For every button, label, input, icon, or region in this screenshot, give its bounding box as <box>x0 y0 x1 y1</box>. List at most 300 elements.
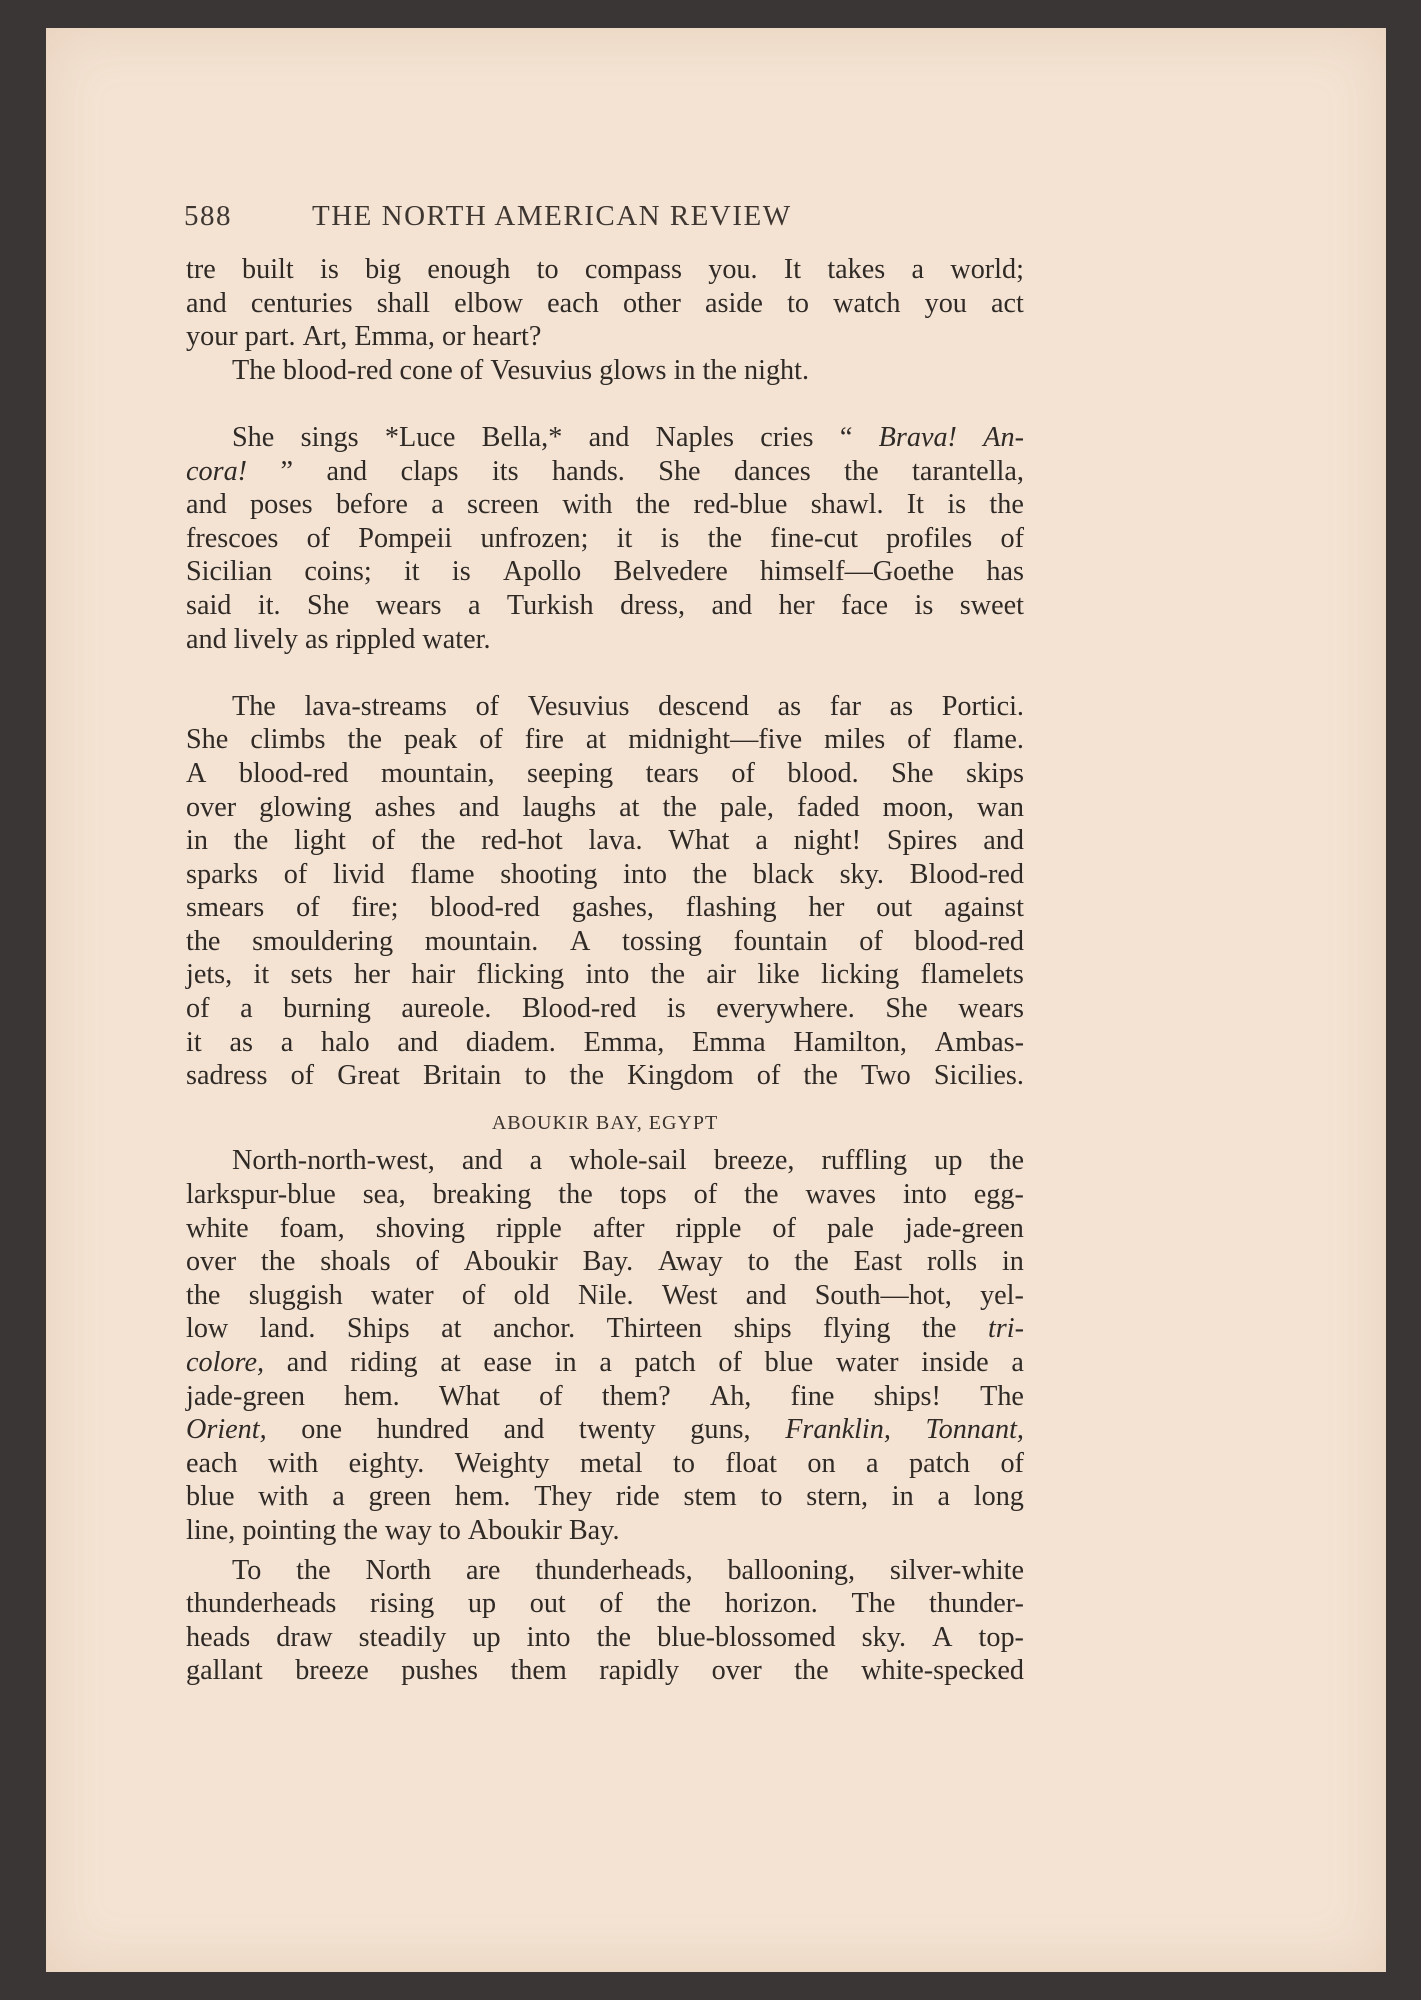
word: She <box>232 421 275 453</box>
word: It <box>906 489 925 521</box>
word: West <box>661 1279 718 1311</box>
running-head-title: THE NORTH AMERICAN REVIEW <box>312 200 792 232</box>
word: before <box>335 489 408 521</box>
word: She <box>658 455 701 487</box>
word: a <box>280 1026 294 1058</box>
word: and <box>286 1347 328 1378</box>
word: The <box>851 1588 896 1620</box>
word: at <box>440 1347 461 1378</box>
word: anchor. <box>492 1313 576 1345</box>
word: Bay. <box>568 1514 620 1546</box>
word: of <box>772 1212 796 1244</box>
word: red-blue <box>693 489 788 521</box>
word: flying <box>823 1313 891 1345</box>
word: of <box>731 757 755 789</box>
word: the <box>844 455 879 487</box>
word: Ships <box>346 1313 410 1345</box>
word: mountain, <box>380 757 495 789</box>
word: the <box>989 489 1024 521</box>
word: the <box>692 858 728 890</box>
word: and <box>711 589 753 621</box>
word: Away <box>658 1246 723 1278</box>
word: is <box>947 489 967 521</box>
word: She <box>186 724 229 756</box>
word: a <box>332 1481 345 1513</box>
word: tri- <box>987 1313 1024 1345</box>
word: the <box>744 1179 779 1211</box>
word: She <box>307 589 350 621</box>
word: of <box>475 690 500 722</box>
word: shoving <box>375 1212 465 1244</box>
word: of <box>1000 522 1024 554</box>
text-line <box>186 1480 1024 1514</box>
text-line <box>186 858 1024 892</box>
word: diadem. <box>465 1026 556 1058</box>
word: fine-cut <box>770 522 858 554</box>
word: of <box>718 1347 742 1378</box>
word: to <box>760 1481 783 1513</box>
word: shall <box>376 287 430 319</box>
word: Art, <box>302 321 348 353</box>
word: poses <box>250 489 313 521</box>
word: a <box>755 825 768 857</box>
word: licking <box>820 959 900 991</box>
word: into <box>623 858 667 890</box>
word: Great <box>337 1060 400 1092</box>
word: a <box>937 1481 951 1513</box>
word: sparks <box>186 858 259 890</box>
word: with <box>562 489 613 521</box>
word: in <box>891 1481 914 1513</box>
word: Emma <box>692 1026 766 1058</box>
word: wears <box>958 993 1024 1025</box>
word: rapidly <box>599 1655 680 1687</box>
word: himself—Goethe <box>760 556 955 588</box>
word: flamelets <box>920 959 1024 991</box>
word: each <box>186 1447 238 1479</box>
word: fountain <box>733 925 828 957</box>
word: A <box>186 757 207 789</box>
word: them? <box>601 1380 671 1412</box>
word: hem. <box>344 1380 400 1412</box>
word: laughs <box>522 791 597 823</box>
word: a <box>1011 1347 1024 1378</box>
word: Brava! <box>878 421 957 453</box>
word: the <box>989 1145 1024 1177</box>
word: and <box>397 1026 439 1058</box>
word: Franklin, <box>785 1414 891 1446</box>
word: dances <box>734 455 811 487</box>
word: up <box>472 1621 501 1653</box>
word: skips <box>965 757 1024 789</box>
word: the <box>260 1246 296 1278</box>
word: Pompeii <box>358 522 453 554</box>
word: blue <box>186 1481 235 1513</box>
word: blood. <box>787 757 859 789</box>
word: Weighty <box>454 1447 550 1479</box>
word: to <box>524 1060 547 1092</box>
text-line <box>186 1059 1024 1093</box>
word: patch <box>908 1447 971 1479</box>
word: of <box>599 1588 623 1620</box>
text-line <box>186 253 1024 287</box>
word: claps <box>400 455 459 487</box>
word: part. <box>244 321 296 353</box>
word: a <box>529 1145 543 1177</box>
word: North <box>365 1554 432 1586</box>
word: wears <box>375 589 442 621</box>
word: the <box>707 522 743 554</box>
word: ride <box>615 1481 660 1513</box>
word: of <box>371 825 396 857</box>
word: sadress <box>186 1060 268 1092</box>
word: pale <box>826 1212 874 1244</box>
word: of <box>459 354 484 386</box>
word: jade-green <box>186 1380 305 1412</box>
word: Bay. <box>582 1246 634 1278</box>
word: Aboukir <box>463 1246 558 1278</box>
word: blood-red <box>238 757 349 789</box>
word: of <box>756 1060 781 1092</box>
word: like <box>757 959 800 991</box>
word: of <box>461 1279 486 1311</box>
word: South—hot, <box>814 1279 952 1311</box>
word: ashes <box>374 791 436 823</box>
word: climbs <box>250 724 326 756</box>
word: Kingdom <box>627 1060 734 1092</box>
word: hem. <box>454 1481 511 1513</box>
word: over <box>711 1655 762 1687</box>
word: frescoes <box>186 522 279 554</box>
word: metal <box>579 1447 643 1479</box>
word: a <box>599 1347 612 1378</box>
word: pale, <box>719 791 774 823</box>
word: and <box>983 825 1024 857</box>
word: flashing <box>685 892 777 924</box>
word: smouldering <box>252 925 394 957</box>
word: your <box>186 321 238 353</box>
word: way <box>384 1514 432 1546</box>
text-line <box>186 287 1024 321</box>
word: line, <box>186 1514 236 1546</box>
word: hundred <box>376 1414 469 1446</box>
word: the <box>296 1554 331 1586</box>
word: What <box>438 1380 500 1412</box>
word: of <box>186 993 210 1025</box>
text-line <box>186 891 1024 925</box>
word: shooting <box>500 858 598 890</box>
word: night. <box>744 354 810 386</box>
word: burning <box>283 993 371 1025</box>
word: as <box>777 690 802 722</box>
word: foam, <box>279 1212 345 1244</box>
word: The <box>232 354 276 386</box>
word: and <box>326 455 368 487</box>
word: low <box>186 1313 229 1345</box>
text-line <box>186 1346 1024 1380</box>
word: is <box>666 993 686 1025</box>
word: with <box>258 1481 309 1513</box>
text-line <box>186 791 1024 825</box>
word: breaking <box>432 1179 532 1211</box>
word: to <box>672 1447 695 1479</box>
text-line <box>186 1279 1024 1313</box>
word: ripple <box>675 1212 742 1244</box>
word: into <box>526 1621 571 1653</box>
word: ships! <box>873 1380 941 1412</box>
word: tops <box>619 1179 667 1211</box>
word: it <box>616 522 633 554</box>
word: lively <box>233 623 298 655</box>
word: heart? <box>472 321 542 353</box>
word: rippled <box>335 623 416 655</box>
word: screen <box>467 489 540 521</box>
word: face <box>841 589 889 621</box>
word: North-north-west, <box>232 1145 435 1177</box>
word: into <box>902 1179 947 1211</box>
word: glows <box>599 354 667 386</box>
text-line <box>186 1312 1024 1346</box>
word: horizon. <box>724 1588 818 1620</box>
text-line <box>186 522 1024 556</box>
word: rolls <box>926 1246 978 1278</box>
word: on <box>807 1447 836 1479</box>
word: gashes, <box>571 892 654 924</box>
word: into <box>585 959 630 991</box>
word: big <box>365 254 402 285</box>
word: has <box>986 556 1024 588</box>
word: tre <box>186 254 216 285</box>
word: air <box>706 959 737 991</box>
word: yel- <box>980 1279 1024 1311</box>
word: peak <box>403 724 458 756</box>
word: the <box>794 1246 829 1278</box>
word: as <box>229 1026 253 1058</box>
word: the <box>186 1279 221 1311</box>
word: the <box>596 1621 632 1653</box>
word: pointing <box>242 1514 337 1546</box>
word: said <box>186 589 232 621</box>
word: as <box>305 623 329 655</box>
word: lava. <box>588 825 643 857</box>
word: fine <box>790 1380 835 1412</box>
word: glowing <box>259 791 352 823</box>
word: the <box>186 925 221 957</box>
word: Aboukir <box>467 1514 562 1546</box>
word: in <box>1001 1246 1024 1278</box>
word: long <box>973 1481 1024 1513</box>
word: Blood-red <box>522 993 637 1025</box>
word: out <box>529 1588 566 1620</box>
word: ripple <box>496 1212 562 1244</box>
text-line <box>186 1413 1024 1447</box>
word: ruffling <box>821 1145 908 1177</box>
word: and <box>745 1279 787 1311</box>
text-line <box>186 354 1024 388</box>
word: the <box>794 1655 829 1687</box>
word: cries <box>760 421 814 453</box>
word: at <box>441 1313 462 1345</box>
word: to <box>438 1514 461 1546</box>
text-line <box>186 421 1024 455</box>
word: the <box>343 1514 378 1546</box>
word: sweet <box>959 589 1024 621</box>
word: is <box>660 522 680 554</box>
word: after <box>592 1212 645 1244</box>
text-line <box>186 690 1024 724</box>
word: far <box>829 690 861 722</box>
word: of <box>283 858 308 890</box>
word: it <box>253 959 270 991</box>
word: To <box>232 1554 262 1586</box>
word: her <box>808 892 845 924</box>
word: descend <box>658 690 749 722</box>
word: miles <box>824 724 886 756</box>
word: hands. <box>552 455 625 487</box>
word: waves <box>805 1179 876 1211</box>
word: white <box>186 1212 249 1244</box>
word: shoals <box>320 1246 391 1278</box>
word: sings <box>300 421 359 453</box>
word: float <box>725 1447 777 1479</box>
word: smears <box>186 892 265 924</box>
word: ballooning, <box>727 1554 856 1586</box>
word: is <box>451 556 471 588</box>
word: against <box>944 892 1024 924</box>
word: the <box>921 1313 957 1345</box>
word: is <box>914 589 934 621</box>
text-line <box>186 488 1024 522</box>
word: of <box>693 1179 718 1211</box>
word: An- <box>983 421 1024 453</box>
text-line <box>186 958 1024 992</box>
word: guns, <box>690 1414 751 1446</box>
word: eighty. <box>348 1447 425 1479</box>
word: Naples <box>655 421 734 453</box>
word: or <box>442 321 466 353</box>
word: you. <box>708 254 758 285</box>
word: them <box>510 1655 567 1687</box>
word: one <box>301 1414 342 1446</box>
word: She <box>891 757 934 789</box>
word: and <box>503 1414 545 1446</box>
word: Spires <box>886 825 958 857</box>
word: thunderheads <box>186 1588 337 1620</box>
word: are <box>466 1554 501 1586</box>
word: blue-blossomed <box>657 1621 836 1653</box>
word: thunderheads, <box>535 1554 693 1586</box>
word: It <box>783 254 802 285</box>
word: breeze, <box>713 1145 795 1177</box>
text-line <box>186 757 1024 791</box>
word: each <box>547 287 599 319</box>
word: is <box>319 254 339 285</box>
word: wan <box>976 791 1024 823</box>
word: ships <box>733 1313 792 1345</box>
word: up <box>934 1145 963 1177</box>
word: Nile. <box>577 1279 634 1311</box>
word: hair <box>411 959 456 991</box>
word: a <box>431 489 444 521</box>
word: lava-streams <box>304 690 447 722</box>
word: flame. <box>952 724 1024 756</box>
word: ” <box>280 455 294 487</box>
word: compass <box>584 254 682 285</box>
word: sets <box>290 959 333 991</box>
word: whole-sail <box>569 1145 687 1177</box>
word: elbow <box>454 287 524 319</box>
word: Vesuvius <box>490 354 593 386</box>
word: livid <box>332 858 385 890</box>
word: at <box>585 724 607 756</box>
word: inside <box>921 1347 989 1378</box>
word: a <box>240 993 253 1025</box>
word: over <box>186 791 237 823</box>
word: centuries <box>250 287 353 319</box>
word: flame <box>410 858 475 890</box>
word: black <box>752 858 814 890</box>
word: water <box>370 1279 434 1311</box>
word: the <box>803 1060 838 1092</box>
text-line <box>186 555 1024 589</box>
word: Britain <box>422 1060 502 1092</box>
word: world; <box>950 254 1024 285</box>
text-line <box>186 1514 1024 1548</box>
word: rising <box>369 1588 435 1620</box>
text-line <box>186 824 1024 858</box>
word: “ <box>839 421 853 453</box>
word: jade-green <box>904 1212 1024 1244</box>
word: cone <box>399 354 453 386</box>
word: aureole. <box>401 993 492 1025</box>
word: in <box>554 1347 577 1378</box>
word: it <box>186 1026 202 1058</box>
word: A <box>569 925 591 957</box>
running-header <box>184 200 792 233</box>
word: sky. <box>861 1621 907 1653</box>
word: enough <box>427 254 511 285</box>
word: a <box>911 254 925 285</box>
word: the <box>662 791 697 823</box>
word: green <box>368 1481 432 1513</box>
word: Belvedere <box>613 556 728 588</box>
word: thunder- <box>929 1588 1024 1620</box>
word: red-hot <box>481 825 563 857</box>
word: and <box>458 791 500 823</box>
word: Emma, <box>354 321 435 353</box>
word: watch <box>833 287 901 319</box>
word: draw <box>276 1621 333 1653</box>
text-line <box>186 1621 1024 1655</box>
word: riding <box>350 1347 418 1378</box>
word: the <box>420 825 456 857</box>
word: dress, <box>620 589 686 621</box>
word: Turkish <box>506 589 594 621</box>
word: built <box>242 254 294 285</box>
word: the <box>347 724 382 756</box>
word: the <box>635 489 671 521</box>
word: white-specked <box>861 1655 1024 1687</box>
word: Ah, <box>709 1380 752 1412</box>
word: over <box>186 1246 237 1278</box>
word: gallant <box>186 1655 263 1687</box>
word: a <box>467 589 481 621</box>
word: tears <box>645 757 699 789</box>
word: the <box>650 959 686 991</box>
word: and <box>186 287 227 319</box>
section-heading: ABOUKIR BAY, EGYPT <box>491 1111 719 1134</box>
text-line <box>186 1212 1024 1246</box>
